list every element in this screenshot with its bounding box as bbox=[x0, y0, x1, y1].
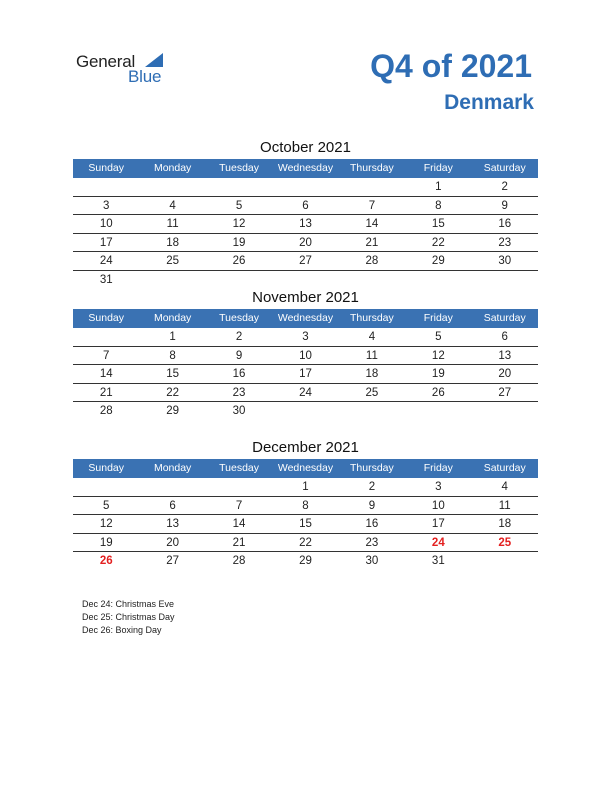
day-cell: 12 bbox=[232, 218, 246, 230]
weekday-wednesday: Wednesday bbox=[277, 312, 334, 324]
day-cell: 29 bbox=[166, 405, 180, 417]
empty-day-cell bbox=[272, 402, 338, 420]
week-row bbox=[73, 478, 538, 497]
day-cell: 2 bbox=[235, 331, 243, 343]
day-cell: 7 bbox=[368, 199, 376, 212]
day-cell: 7 bbox=[103, 349, 110, 362]
weekday-friday: Friday bbox=[423, 162, 453, 174]
empty-day-cell bbox=[339, 402, 405, 420]
day-cell: 9 bbox=[501, 199, 508, 212]
day-cell: 7 bbox=[235, 499, 243, 512]
day-cell: 1 bbox=[169, 331, 176, 343]
weekday-sunday: Sunday bbox=[88, 162, 125, 174]
week-row bbox=[73, 402, 538, 420]
day-cell: 10 bbox=[99, 218, 113, 230]
week-row bbox=[73, 552, 538, 570]
day-cell: 18 bbox=[365, 368, 379, 380]
day-cell: 17 bbox=[431, 518, 445, 530]
weekday-tuesday: Tuesday bbox=[219, 312, 259, 324]
day-cell: 25 bbox=[166, 255, 180, 267]
week-row bbox=[73, 365, 538, 384]
day-cell: 8 bbox=[435, 199, 442, 212]
empty-day-cell bbox=[206, 271, 272, 289]
empty-day-cell bbox=[272, 178, 338, 196]
day-cell: 5 bbox=[103, 499, 110, 512]
day-cell: 17 bbox=[99, 236, 113, 249]
day-cell: 14 bbox=[232, 518, 246, 530]
week-row bbox=[73, 178, 538, 197]
month-title: November 2021 bbox=[252, 289, 359, 306]
day-cell: 26 bbox=[431, 386, 445, 399]
day-cell: 4 bbox=[368, 331, 376, 343]
day-cell: 21 bbox=[232, 536, 246, 549]
month-november bbox=[73, 287, 538, 420]
week-row bbox=[73, 252, 538, 271]
day-cell: 24 bbox=[99, 255, 113, 267]
day-cell: 28 bbox=[232, 555, 246, 567]
day-cell: 10 bbox=[299, 349, 312, 362]
empty-day-cell bbox=[272, 271, 338, 289]
month-title: December 2021 bbox=[252, 439, 359, 456]
week-row bbox=[73, 497, 538, 516]
day-cell: 6 bbox=[169, 499, 176, 512]
empty-day-cell bbox=[206, 478, 272, 496]
week-row bbox=[73, 271, 538, 289]
day-cell: 11 bbox=[498, 499, 511, 512]
weekday-monday: Monday bbox=[153, 162, 192, 174]
day-cell: 9 bbox=[368, 499, 376, 512]
weekday-thursday: Thursday bbox=[350, 312, 394, 324]
day-cell: 5 bbox=[435, 331, 442, 343]
day-cell: 6 bbox=[302, 199, 309, 212]
weekday-saturday: Saturday bbox=[483, 312, 526, 324]
weekday-thursday: Thursday bbox=[350, 162, 394, 174]
logo-text-blue: Blue bbox=[128, 67, 162, 86]
empty-day-cell bbox=[139, 271, 205, 289]
day-cell: 29 bbox=[299, 555, 312, 567]
day-cell: 12 bbox=[431, 349, 445, 362]
day-cell: 3 bbox=[103, 199, 110, 212]
holiday-note: Dec 26: Boxing Day bbox=[82, 625, 162, 635]
day-cell: 13 bbox=[299, 218, 312, 230]
weekday-header-row bbox=[73, 159, 538, 178]
day-cell: 27 bbox=[299, 255, 312, 267]
day-cell: 23 bbox=[232, 386, 246, 399]
day-cell: 28 bbox=[365, 255, 379, 267]
day-cell: 4 bbox=[501, 481, 508, 493]
day-cell: 14 bbox=[365, 218, 379, 230]
day-cell: 19 bbox=[232, 236, 246, 249]
day-cell: 25 bbox=[365, 386, 379, 399]
day-cell: 2 bbox=[368, 481, 376, 493]
weekday-wednesday: Wednesday bbox=[277, 162, 334, 174]
generalblue-logo bbox=[76, 52, 176, 92]
week-row bbox=[73, 197, 538, 216]
day-cell: 21 bbox=[365, 236, 379, 249]
quarter-title: Q4 of 2021 bbox=[370, 48, 532, 84]
day-cell: 25 bbox=[498, 536, 512, 549]
empty-day-cell bbox=[73, 478, 139, 496]
month-december bbox=[73, 437, 538, 570]
day-cell: 17 bbox=[299, 368, 312, 380]
day-cell: 26 bbox=[232, 255, 246, 267]
day-cell: 2 bbox=[501, 181, 508, 193]
country-name: Denmark bbox=[444, 91, 534, 114]
day-cell: 15 bbox=[166, 368, 180, 380]
day-cell: 27 bbox=[498, 386, 512, 399]
day-cell: 20 bbox=[166, 536, 180, 549]
weekday-monday: Monday bbox=[153, 462, 192, 474]
empty-day-cell bbox=[139, 178, 205, 196]
weekday-saturday: Saturday bbox=[483, 462, 526, 474]
month-october bbox=[73, 137, 538, 288]
empty-day-cell bbox=[472, 271, 538, 289]
weekday-header-row bbox=[73, 459, 538, 478]
day-cell: 19 bbox=[99, 536, 113, 549]
holiday-note: Dec 25: Christmas Day bbox=[82, 612, 175, 622]
day-cell: 13 bbox=[166, 518, 180, 530]
day-cell: 27 bbox=[166, 555, 180, 567]
day-cell: 4 bbox=[169, 199, 176, 212]
day-cell: 9 bbox=[235, 349, 243, 362]
day-cell: 5 bbox=[235, 199, 243, 212]
day-cell: 16 bbox=[232, 368, 246, 380]
weekday-sunday: Sunday bbox=[88, 312, 125, 324]
day-cell: 1 bbox=[302, 481, 309, 493]
day-cell: 23 bbox=[365, 536, 379, 549]
empty-day-cell bbox=[472, 552, 538, 570]
day-cell: 29 bbox=[431, 255, 445, 267]
day-cell: 8 bbox=[169, 349, 176, 362]
day-cell: 31 bbox=[431, 555, 445, 567]
week-row bbox=[73, 328, 538, 347]
day-cell: 30 bbox=[498, 255, 512, 267]
holiday-note: Dec 24: Christmas Eve bbox=[82, 599, 175, 609]
day-cell: 11 bbox=[166, 218, 179, 230]
day-cell: 30 bbox=[365, 555, 379, 567]
week-row bbox=[73, 215, 538, 234]
day-cell: 15 bbox=[299, 518, 312, 530]
empty-day-cell bbox=[405, 402, 471, 420]
day-cell: 26 bbox=[99, 555, 113, 567]
day-cell: 12 bbox=[99, 518, 113, 530]
day-cell: 22 bbox=[431, 236, 445, 249]
empty-day-cell bbox=[73, 328, 139, 346]
day-cell: 21 bbox=[99, 386, 113, 399]
weekday-wednesday: Wednesday bbox=[277, 462, 334, 474]
day-cell: 18 bbox=[166, 236, 180, 249]
empty-day-cell bbox=[339, 271, 405, 289]
empty-day-cell bbox=[206, 178, 272, 196]
day-cell: 16 bbox=[498, 218, 512, 230]
day-cell: 16 bbox=[365, 518, 379, 530]
day-cell: 3 bbox=[302, 331, 309, 343]
week-row bbox=[73, 384, 538, 403]
day-cell: 6 bbox=[501, 331, 508, 343]
empty-day-cell bbox=[73, 178, 139, 196]
day-cell: 28 bbox=[99, 405, 113, 417]
day-cell: 1 bbox=[435, 181, 442, 193]
weekday-tuesday: Tuesday bbox=[219, 162, 259, 174]
weekday-friday: Friday bbox=[423, 312, 453, 324]
weekday-monday: Monday bbox=[153, 312, 192, 324]
empty-day-cell bbox=[339, 178, 405, 196]
day-cell: 14 bbox=[99, 368, 113, 380]
day-cell: 20 bbox=[498, 368, 512, 380]
week-row bbox=[73, 534, 538, 553]
day-cell: 23 bbox=[498, 236, 512, 249]
week-row bbox=[73, 234, 538, 253]
weekday-friday: Friday bbox=[423, 462, 453, 474]
logo-text-general: General bbox=[76, 52, 136, 71]
weekday-saturday: Saturday bbox=[483, 162, 526, 174]
day-cell: 11 bbox=[365, 349, 378, 362]
day-cell: 18 bbox=[498, 518, 512, 530]
day-cell: 8 bbox=[302, 499, 309, 512]
weekday-sunday: Sunday bbox=[88, 462, 125, 474]
empty-day-cell bbox=[472, 402, 538, 420]
week-row bbox=[73, 347, 538, 366]
day-cell: 24 bbox=[431, 536, 445, 549]
weekday-thursday: Thursday bbox=[350, 462, 394, 474]
day-cell: 22 bbox=[166, 386, 180, 399]
day-cell: 30 bbox=[232, 405, 246, 417]
day-cell: 20 bbox=[299, 236, 312, 249]
day-cell: 31 bbox=[99, 273, 113, 286]
day-cell: 13 bbox=[498, 349, 512, 362]
day-cell: 24 bbox=[299, 386, 312, 399]
day-cell: 19 bbox=[431, 368, 445, 380]
month-title: October 2021 bbox=[260, 139, 351, 156]
week-row bbox=[73, 515, 538, 534]
day-cell: 10 bbox=[431, 499, 445, 512]
empty-day-cell bbox=[139, 478, 205, 496]
day-cell: 3 bbox=[435, 481, 442, 493]
weekday-tuesday: Tuesday bbox=[219, 462, 259, 474]
weekday-header-row bbox=[73, 309, 538, 328]
day-cell: 22 bbox=[299, 536, 312, 549]
holiday-notes bbox=[82, 598, 175, 637]
empty-day-cell bbox=[405, 271, 471, 289]
day-cell: 15 bbox=[431, 218, 445, 230]
